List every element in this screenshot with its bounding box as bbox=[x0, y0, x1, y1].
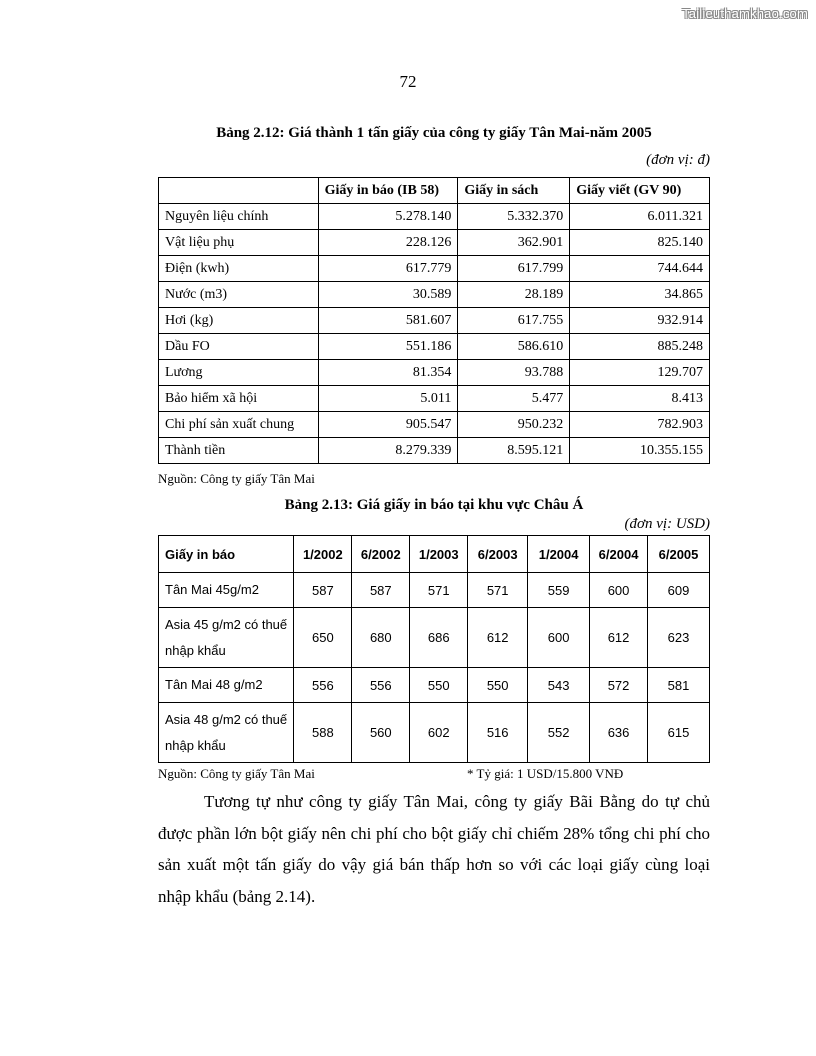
value-cell: 617.799 bbox=[458, 256, 570, 282]
row-label-cell: Bảo hiểm xã hội bbox=[159, 386, 319, 412]
value-cell: 543 bbox=[528, 668, 590, 703]
table-row bbox=[159, 282, 710, 308]
value-cell: 550 bbox=[410, 668, 468, 703]
value-cell: 559 bbox=[528, 573, 590, 608]
header-cell: Giấy in sách bbox=[458, 178, 570, 204]
value-cell: 30.589 bbox=[318, 282, 458, 308]
value-cell: 612 bbox=[468, 608, 528, 668]
table-header-row bbox=[159, 178, 710, 204]
value-cell: 362.901 bbox=[458, 230, 570, 256]
value-cell: 587 bbox=[352, 573, 410, 608]
value-cell: 228.126 bbox=[318, 230, 458, 256]
header-cell: Giấy viết (GV 90) bbox=[570, 178, 710, 204]
price-table bbox=[158, 535, 710, 763]
table-row bbox=[159, 438, 710, 464]
row-label-cell: Tân Mai 48 g/m2 bbox=[159, 668, 294, 703]
value-cell: 129.707 bbox=[570, 360, 710, 386]
header-cell: 6/2002 bbox=[352, 536, 410, 573]
value-cell: 950.232 bbox=[458, 412, 570, 438]
value-cell: 93.788 bbox=[458, 360, 570, 386]
value-cell: 516 bbox=[468, 703, 528, 763]
header-cell bbox=[159, 178, 319, 204]
table-row bbox=[159, 204, 710, 230]
value-cell: 10.355.155 bbox=[570, 438, 710, 464]
value-cell: 34.865 bbox=[570, 282, 710, 308]
value-cell: 81.354 bbox=[318, 360, 458, 386]
value-cell: 581.607 bbox=[318, 308, 458, 334]
header-cell: Giấy in báo (IB 58) bbox=[318, 178, 458, 204]
row-label-cell: Tân Mai 45g/m2 bbox=[159, 573, 294, 608]
value-cell: 5.011 bbox=[318, 386, 458, 412]
value-cell: 744.644 bbox=[570, 256, 710, 282]
value-cell: 8.595.121 bbox=[458, 438, 570, 464]
value-cell: 588 bbox=[294, 703, 352, 763]
header-cell: 6/2003 bbox=[468, 536, 528, 573]
table-row bbox=[159, 334, 710, 360]
value-cell: 5.278.140 bbox=[318, 204, 458, 230]
row-label-cell: Hơi (kg) bbox=[159, 308, 319, 334]
row-label-cell: Nước (m3) bbox=[159, 282, 319, 308]
header-cell: Giấy in báo bbox=[159, 536, 294, 573]
row-label-cell: Điện (kwh) bbox=[159, 256, 319, 282]
watermark: Tailieuthamkhao.com bbox=[682, 6, 808, 21]
row-label-cell: Dầu FO bbox=[159, 334, 319, 360]
value-cell: 905.547 bbox=[318, 412, 458, 438]
value-cell: 556 bbox=[352, 668, 410, 703]
value-cell: 680 bbox=[352, 608, 410, 668]
value-cell: 825.140 bbox=[570, 230, 710, 256]
row-label-cell: Chi phí sản xuất chung bbox=[159, 412, 319, 438]
table-row bbox=[159, 386, 710, 412]
page-number: 72 bbox=[399, 72, 417, 91]
header-cell: 6/2005 bbox=[648, 536, 710, 573]
value-cell: 6.011.321 bbox=[570, 204, 710, 230]
value-cell: 28.189 bbox=[458, 282, 570, 308]
table2-source: Nguồn: Công ty giấy Tân Mai bbox=[158, 766, 315, 781]
table-row bbox=[159, 360, 710, 386]
value-cell: 602 bbox=[410, 703, 468, 763]
table1-caption: Bảng 2.12: Giá thành 1 tấn giấy của công ty giấy Tân Mai-năm 2005 bbox=[216, 125, 652, 141]
body-paragraph: Tương tự như công ty giấy Tân Mai, công ty giấy Bãi Bằng do tự chủ được phần lớn bột giấy nên chi phí cho bột giấy chỉ chiếm 28% tổng chi phí cho sản xuất một tấn giấy do vậy giá bán thấp hơn so với các loại giấy cùng loại nhập khẩu (bảng 2.14). bbox=[158, 792, 710, 906]
table-row bbox=[159, 230, 710, 256]
row-label-cell: Nguyên liệu chính bbox=[159, 204, 319, 230]
value-cell: 623 bbox=[648, 608, 710, 668]
table1-source: Nguồn: Công ty giấy Tân Mai bbox=[158, 471, 315, 486]
table-row bbox=[159, 703, 710, 763]
value-cell: 686 bbox=[410, 608, 468, 668]
table-row bbox=[159, 608, 710, 668]
value-cell: 617.779 bbox=[318, 256, 458, 282]
value-cell: 636 bbox=[590, 703, 648, 763]
value-cell: 581 bbox=[648, 668, 710, 703]
value-cell: 5.332.370 bbox=[458, 204, 570, 230]
header-cell: 1/2004 bbox=[528, 536, 590, 573]
value-cell: 586.610 bbox=[458, 334, 570, 360]
value-cell: 552 bbox=[528, 703, 590, 763]
value-cell: 556 bbox=[294, 668, 352, 703]
value-cell: 600 bbox=[590, 573, 648, 608]
value-cell: 8.279.339 bbox=[318, 438, 458, 464]
row-label-cell: Asia 45 g/m2 có thuế nhập khẩu bbox=[159, 608, 294, 668]
row-label-cell: Lương bbox=[159, 360, 319, 386]
value-cell: 551.186 bbox=[318, 334, 458, 360]
header-cell: 1/2002 bbox=[294, 536, 352, 573]
table-row bbox=[159, 308, 710, 334]
table-row bbox=[159, 573, 710, 608]
value-cell: 782.903 bbox=[570, 412, 710, 438]
table2-caption: Bảng 2.13: Giá giấy in báo tại khu vực Châu Á bbox=[284, 497, 584, 513]
value-cell: 587 bbox=[294, 573, 352, 608]
value-cell: 932.914 bbox=[570, 308, 710, 334]
value-cell: 572 bbox=[590, 668, 648, 703]
row-label-cell: Vật liệu phụ bbox=[159, 230, 319, 256]
value-cell: 612 bbox=[590, 608, 648, 668]
value-cell: 609 bbox=[648, 573, 710, 608]
value-cell: 571 bbox=[468, 573, 528, 608]
value-cell: 885.248 bbox=[570, 334, 710, 360]
value-cell: 5.477 bbox=[458, 386, 570, 412]
header-cell: 6/2004 bbox=[590, 536, 648, 573]
row-label-cell: Thành tiền bbox=[159, 438, 319, 464]
table-header-row bbox=[159, 536, 710, 573]
table-row bbox=[159, 668, 710, 703]
value-cell: 8.413 bbox=[570, 386, 710, 412]
value-cell: 571 bbox=[410, 573, 468, 608]
exchange-rate-note: * Tỷ giá: 1 USD/15.800 VNĐ bbox=[467, 766, 624, 781]
header-cell: 1/2003 bbox=[410, 536, 468, 573]
table2-unit: (đơn vị: USD) bbox=[624, 516, 710, 532]
value-cell: 600 bbox=[528, 608, 590, 668]
table1-unit: (đơn vị: đ) bbox=[646, 152, 710, 168]
value-cell: 550 bbox=[468, 668, 528, 703]
value-cell: 560 bbox=[352, 703, 410, 763]
value-cell: 615 bbox=[648, 703, 710, 763]
cost-table bbox=[158, 177, 710, 464]
table-row bbox=[159, 256, 710, 282]
row-label-cell: Asia 48 g/m2 có thuế nhập khẩu bbox=[159, 703, 294, 763]
table-row bbox=[159, 412, 710, 438]
value-cell: 650 bbox=[294, 608, 352, 668]
value-cell: 617.755 bbox=[458, 308, 570, 334]
